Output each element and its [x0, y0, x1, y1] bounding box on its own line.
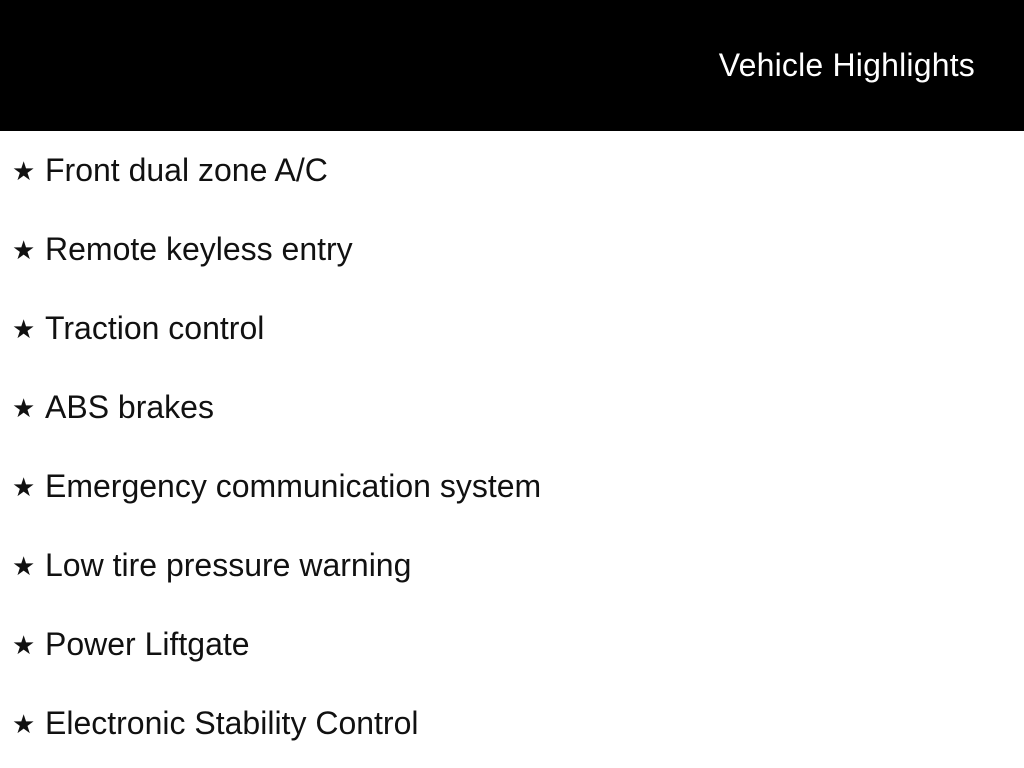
list-item — [0, 447, 1024, 526]
list-item — [0, 131, 1024, 210]
list-item — [0, 210, 1024, 289]
highlight-text: Front dual zone A/C — [45, 152, 328, 189]
list-item — [0, 605, 1024, 684]
star-bullet-icon: ★ — [12, 550, 36, 581]
list-item — [0, 368, 1024, 447]
highlight-text: Low tire pressure warning — [45, 547, 412, 584]
page-title: Vehicle Highlights — [718, 47, 975, 83]
highlight-text: Electronic Stability Control — [45, 705, 419, 742]
header-bar — [0, 0, 1024, 131]
highlight-text: Emergency communication system — [45, 468, 542, 505]
star-bullet-icon: ★ — [12, 629, 36, 660]
star-bullet-icon: ★ — [12, 471, 36, 502]
vehicle-highlights-list — [0, 131, 1024, 763]
highlight-text: Remote keyless entry — [45, 231, 353, 268]
star-bullet-icon: ★ — [12, 313, 36, 344]
highlight-text: ABS brakes — [45, 389, 214, 426]
star-bullet-icon: ★ — [12, 234, 36, 265]
highlight-text: Traction control — [45, 310, 265, 347]
star-bullet-icon: ★ — [12, 155, 36, 186]
star-bullet-icon: ★ — [12, 392, 36, 423]
list-item — [0, 526, 1024, 605]
list-item — [0, 289, 1024, 368]
list-item — [0, 684, 1024, 763]
star-bullet-icon: ★ — [12, 708, 36, 739]
highlight-text: Power Liftgate — [45, 626, 250, 663]
